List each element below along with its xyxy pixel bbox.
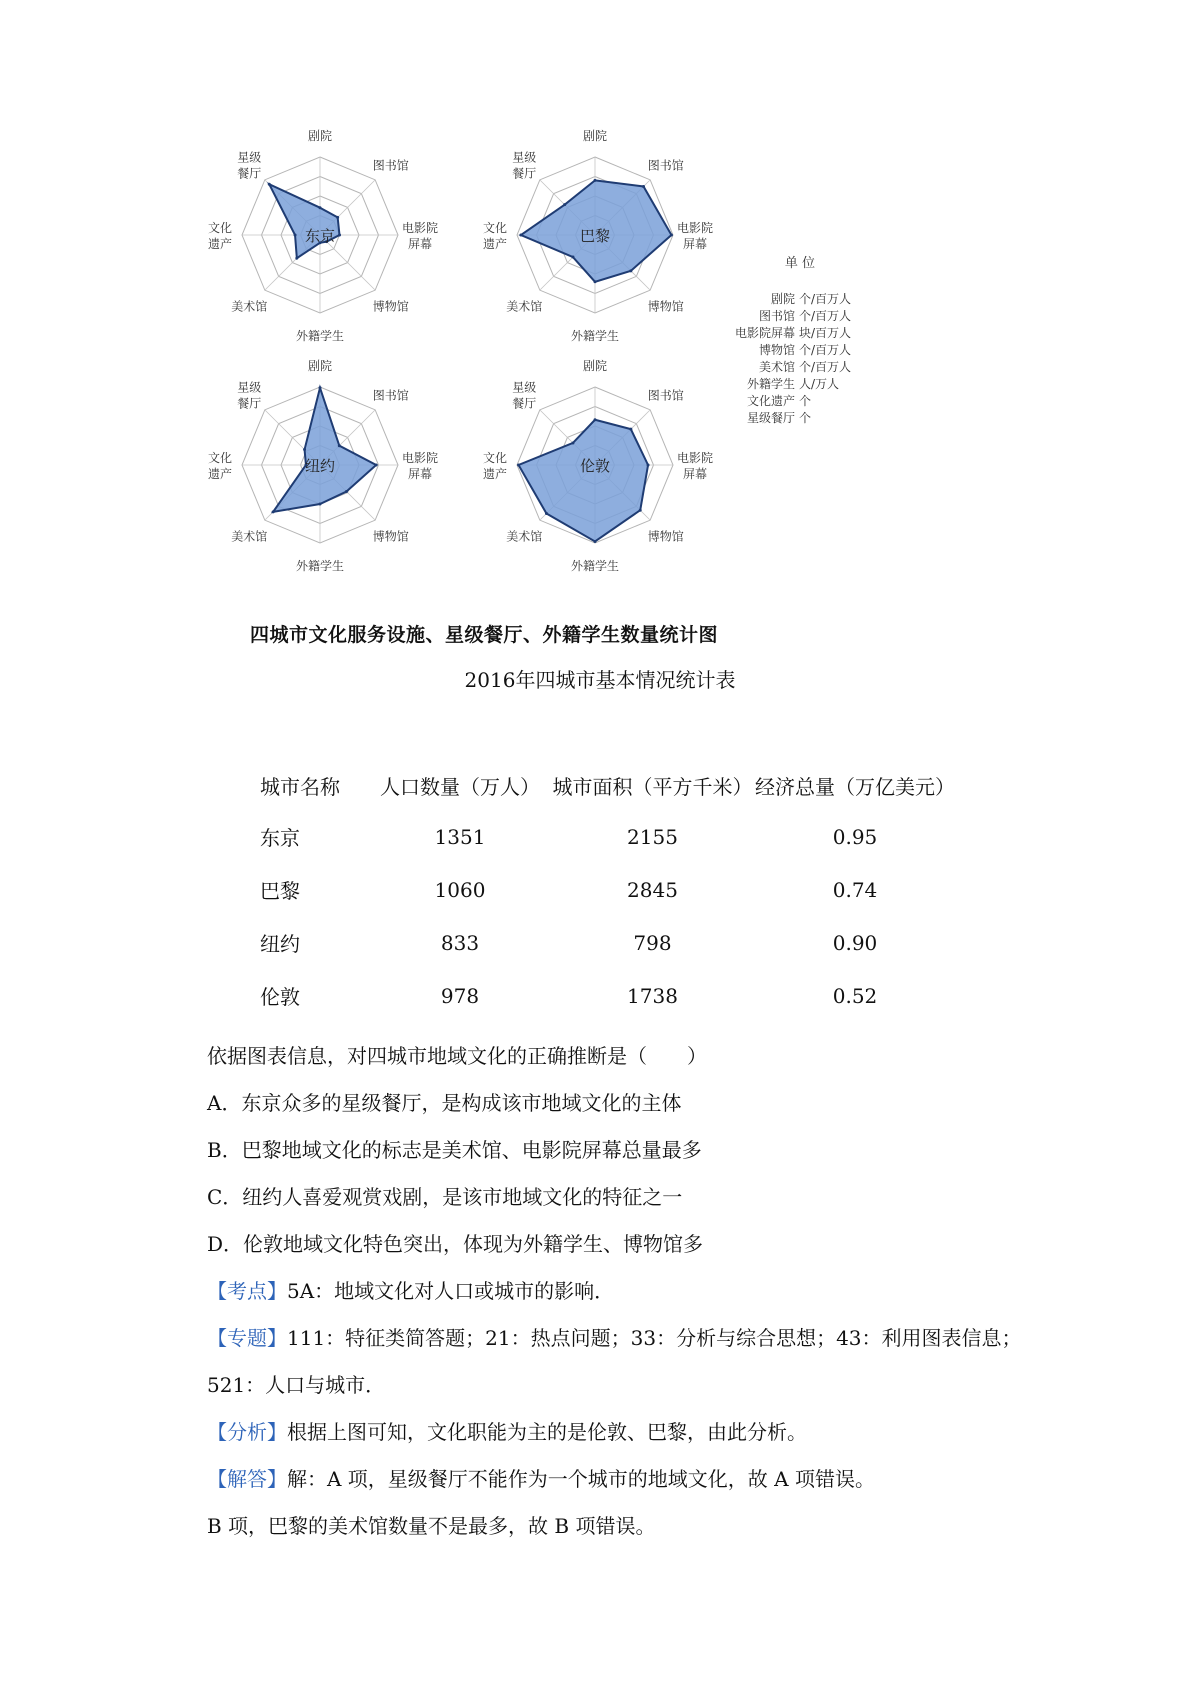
cell-city: 东京: [260, 826, 300, 850]
legend-item-name: 剧院: [770, 292, 795, 306]
fenxi-text: 根据上图可知，文化职能为主的是伦敦、巴黎，由此分析。: [287, 1420, 807, 1444]
cell-population: 1060: [434, 877, 486, 902]
radar-point: [517, 464, 520, 467]
axis-label: 博物馆: [647, 299, 684, 314]
table-title: 2016年四城市基本情况统计表: [464, 668, 736, 692]
axis-label: 图书馆: [372, 158, 409, 173]
radar-point: [571, 256, 574, 259]
cell-area: 2845: [627, 877, 678, 902]
option-a: A．东京众多的星级餐厅，是构成该市地域文化的主体: [207, 1091, 682, 1115]
axis-label: 图书馆: [647, 388, 684, 403]
legend-item-name: 电影院屏幕: [734, 326, 795, 340]
legend-item-unit: 个: [799, 394, 812, 408]
radar-point: [647, 464, 650, 467]
axis-label: 文化: [482, 221, 508, 235]
axis-label: 遗产: [207, 237, 233, 251]
axis-label: 剧院: [307, 359, 333, 373]
axis-label: 剧院: [582, 359, 608, 373]
figure-title: 四城市文化服务设施、星级餐厅、外籍学生数量统计图: [250, 624, 719, 646]
radar-point: [545, 512, 548, 515]
radar-charts: [195, 129, 955, 610]
radar-point: [338, 234, 341, 237]
radar-point: [319, 206, 322, 209]
cell-area: 798: [633, 930, 672, 955]
legend-item-name: 美术馆: [758, 360, 795, 374]
unit-legend: [735, 256, 851, 425]
radar-point: [295, 257, 298, 260]
axis-label: 电影院: [401, 451, 439, 465]
legend-item-name: 图书馆: [758, 309, 795, 323]
legend-item-unit: 个/百万人: [799, 360, 852, 374]
option-d: D．伦敦地域文化特色突出，体现为外籍学生、博物馆多: [207, 1232, 704, 1256]
question-block: [207, 1033, 1067, 1550]
legend-title: 单 位: [784, 256, 816, 271]
cell-population: 1351: [434, 824, 486, 849]
axis-label: 星级: [512, 380, 537, 395]
header-city: 城市名称: [260, 774, 340, 799]
axis-label: 文化: [482, 451, 508, 465]
cell-economy: 0.52: [832, 983, 878, 1008]
table-row: [250, 863, 955, 916]
axis-label: 餐厅: [512, 166, 537, 181]
axis-label: 屏幕: [682, 237, 708, 251]
city-stats-table: [250, 760, 955, 1022]
kaodian-line: [207, 1268, 1067, 1315]
radar-point: [338, 444, 341, 447]
answer-b-line: B 项，巴黎的美术馆数量不是最多，故 B 项错误。: [207, 1514, 656, 1538]
jieda-line: [207, 1456, 1067, 1503]
legend-item-unit: 个/百万人: [799, 309, 852, 323]
option-b: B．巴黎地域文化的标志是美术馆、电影院屏幕总量最多: [207, 1138, 702, 1162]
legend-item-name: 星级餐厅: [746, 411, 795, 425]
radar-point: [345, 490, 348, 493]
axis-label: 电影院: [676, 451, 714, 465]
radar-chart-2: [208, 358, 438, 573]
axis-label: 外籍学生: [570, 329, 620, 343]
city-label: 巴黎: [579, 227, 611, 245]
table-row: [250, 810, 955, 863]
radar-point: [670, 234, 673, 237]
legend-item-unit: 个/百万人: [799, 343, 852, 357]
legend-item-name: 博物馆: [758, 343, 795, 357]
cell-economy: 0.95: [832, 824, 878, 849]
fenxi-tag: 【分析】: [207, 1420, 287, 1444]
axis-label: 美术馆: [506, 299, 543, 314]
jieda-tag: 【解答】: [207, 1467, 287, 1491]
radar-point: [272, 510, 275, 513]
axis-label: 美术馆: [231, 299, 268, 314]
axis-label: 星级: [237, 380, 262, 395]
radar-point: [336, 216, 339, 219]
cell-city: 伦敦: [260, 985, 300, 1009]
radar-point: [519, 234, 522, 237]
table-header-row: [250, 760, 955, 810]
legend-item-unit: 个/百万人: [799, 292, 852, 306]
table-row: [250, 916, 955, 969]
radar-point: [639, 509, 642, 512]
radar-point: [594, 280, 597, 283]
radar-point: [563, 203, 566, 206]
axis-label: 博物馆: [372, 299, 409, 314]
radar-figure: [195, 129, 955, 650]
axis-label: 外籍学生: [570, 559, 620, 573]
radar-point: [594, 540, 597, 543]
axis-label: 屏幕: [682, 467, 708, 481]
cell-population: 978: [440, 983, 480, 1008]
cell-economy: 0.74: [832, 877, 878, 902]
axis-label: 屏幕: [407, 467, 433, 481]
radar-point: [629, 269, 632, 272]
radar-chart-0: [208, 128, 438, 343]
radar-point: [642, 185, 645, 188]
radar-chart-1: [483, 128, 713, 343]
axis-label: 电影院: [676, 221, 714, 235]
axis-label: 餐厅: [512, 396, 537, 411]
legend-item-unit: 块/百万人: [799, 326, 852, 340]
cell-economy: 0.90: [832, 930, 878, 955]
legend-item-name: 外籍学生: [746, 377, 795, 391]
option-c: C．纽约人喜爱观赏戏剧，是该市地域文化的特征之一: [207, 1185, 683, 1209]
axis-label: 美术馆: [506, 529, 543, 544]
radar-point: [375, 464, 378, 467]
cell-area: 2155: [627, 824, 678, 849]
radar-point: [294, 234, 297, 237]
fenxi-line: [207, 1409, 1067, 1456]
axis-label: 餐厅: [237, 396, 262, 411]
legend-item-unit: 个: [799, 411, 812, 425]
axis-label: 遗产: [482, 467, 508, 481]
axis-label: 遗产: [482, 237, 508, 251]
radar-chart-3: [483, 358, 713, 573]
question-stem: 依据图表信息，对四城市地域文化的正确推断是（ ）: [207, 1044, 707, 1068]
axis-label: 外籍学生: [295, 559, 345, 573]
legend-item-name: 文化遗产: [746, 394, 795, 408]
zhuanti-text: 111：特征类简答题；21：热点问题；33：分析与综合思想；43：利用图表信息；: [287, 1326, 1022, 1350]
cell-city: 巴黎: [260, 879, 300, 903]
table-row: [250, 969, 955, 1022]
zhuanti-line: [207, 1315, 1067, 1362]
axis-label: 星级: [512, 150, 537, 165]
axis-label: 剧院: [582, 129, 608, 143]
axis-label: 遗产: [207, 467, 233, 481]
city-label: 东京: [304, 227, 336, 245]
radar-series-东京: [269, 184, 339, 258]
axis-label: 屏幕: [407, 237, 433, 251]
radar-series-伦敦: [519, 420, 648, 542]
radar-series-纽约: [273, 388, 376, 512]
radar-point: [594, 418, 597, 421]
axis-label: 餐厅: [237, 166, 262, 181]
city-label: 纽约: [304, 457, 336, 475]
axis-label: 剧院: [307, 129, 333, 143]
city-label: 伦敦: [579, 457, 611, 475]
radar-point: [629, 428, 632, 431]
cell-population: 833: [440, 930, 480, 955]
radar-point: [319, 503, 322, 506]
axis-label: 美术馆: [231, 529, 268, 544]
axis-label: 博物馆: [647, 529, 684, 544]
axis-label: 文化: [207, 221, 233, 235]
radar-point: [319, 386, 322, 389]
radar-point: [571, 441, 574, 444]
zhuanti-tag: 【专题】: [207, 1326, 287, 1350]
header-economy: 经济总量（万亿美元）: [755, 774, 955, 799]
header-population: 人口数量（万人）: [380, 774, 540, 799]
radar-point: [594, 179, 597, 182]
radar-point: [268, 183, 271, 186]
axis-label: 外籍学生: [295, 329, 345, 343]
jieda-text: 解：A 项，星级餐厅不能作为一个城市的地域文化，故 A 项错误。: [287, 1467, 875, 1491]
cell-area: 1738: [627, 983, 678, 1008]
kaodian-text: 5A：地域文化对人口或城市的影响．: [287, 1279, 615, 1303]
axis-label: 文化: [207, 451, 233, 465]
axis-label: 图书馆: [647, 158, 684, 173]
legend-item-unit: 人/万人: [799, 377, 840, 391]
axis-label: 星级: [237, 150, 262, 165]
header-area: 城市面积（平方千米）: [552, 774, 753, 799]
cell-city: 纽约: [260, 932, 300, 956]
radar-point: [303, 448, 306, 451]
axis-label: 博物馆: [372, 529, 409, 544]
zhuanti-line-2: 521：人口与城市．: [207, 1373, 386, 1397]
axis-label: 图书馆: [372, 388, 409, 403]
axis-label: 电影院: [401, 221, 439, 235]
kaodian-tag: 【考点】: [207, 1279, 287, 1303]
